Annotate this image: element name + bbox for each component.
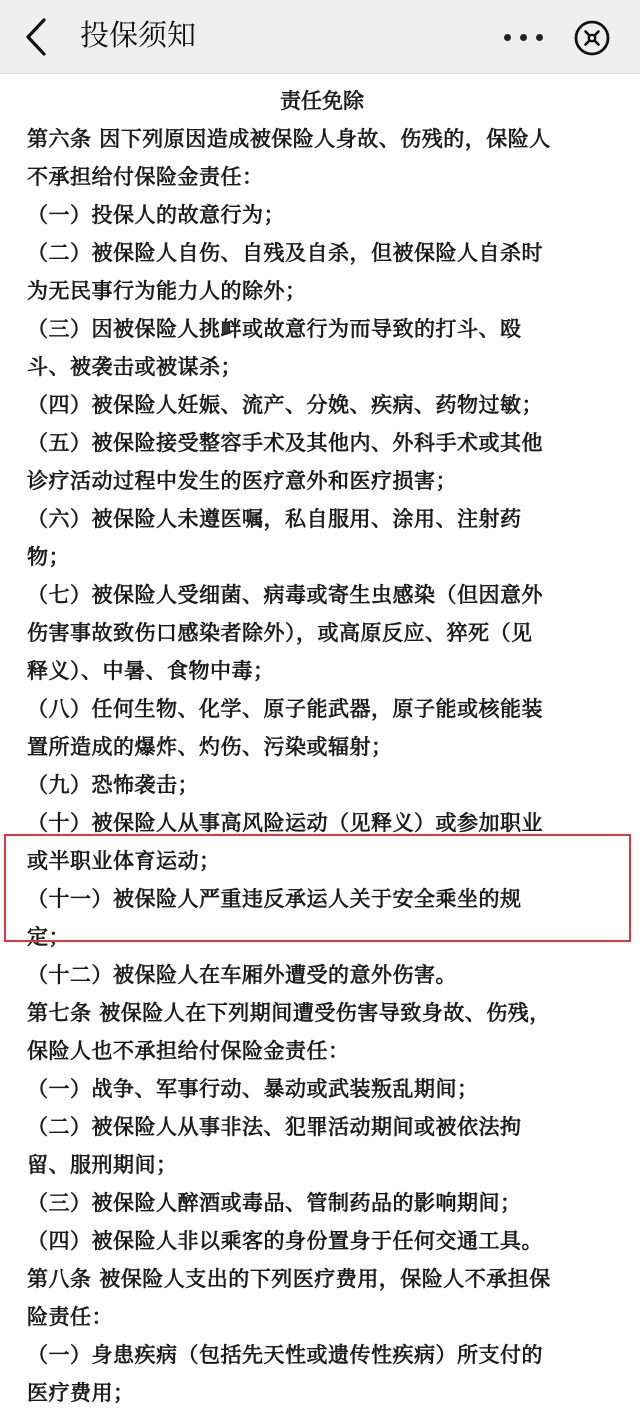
text-line: （八）任何生物、化学、原子能武器，原子能或核能装 bbox=[27, 697, 543, 721]
text-line: 为无民事行为能力人的除外； bbox=[27, 279, 307, 303]
text-line: （四）被保险人非以乘客的身份置身于任何交通工具。 bbox=[27, 1229, 543, 1253]
text-line: 释义）、中暑、食物中毒； bbox=[27, 659, 275, 683]
more-options-button[interactable] bbox=[498, 22, 550, 52]
text-line: （一）身患疾病（包括先天性或遗传性疾病）所支付的 bbox=[27, 1343, 543, 1367]
text-line: 不承担给付保险金责任： bbox=[27, 165, 264, 189]
text-line: 置所造成的爆炸、灼伤、污染或辐射； bbox=[27, 735, 393, 759]
text-line: （一）战争、军事行动、暴动或武装叛乱期间； bbox=[27, 1077, 479, 1101]
top-navigation-bar bbox=[0, 0, 640, 74]
text-line: 第八条 被保险人支出的下列医疗费用，保险人不承担保 bbox=[27, 1267, 551, 1291]
text-line: （一）投保人的故意行为； bbox=[27, 203, 285, 227]
text-line: （二）被保险人自伤、自残及自杀，但被保险人自杀时 bbox=[27, 241, 543, 265]
highlight-box bbox=[4, 834, 631, 942]
chevron-left-icon bbox=[18, 14, 58, 60]
text-line: （十一）被保险人严重违反承运人关于安全乘坐的规 bbox=[27, 887, 522, 911]
more-dot bbox=[536, 34, 543, 41]
text-line: （二）被保险人从事非法、犯罪活动期间或被依法拘 bbox=[27, 1115, 522, 1139]
text-line: 险责任： bbox=[27, 1305, 113, 1329]
text-line: 或半职业体育运动； bbox=[27, 849, 221, 873]
page-title: 投保须知 bbox=[80, 18, 197, 52]
back-button[interactable] bbox=[18, 14, 58, 60]
more-dot bbox=[520, 34, 527, 41]
document-body bbox=[27, 76, 617, 1412]
close-circle-icon bbox=[573, 19, 611, 57]
document-text bbox=[27, 120, 617, 1412]
text-line: 定； bbox=[27, 925, 70, 949]
text-line: （九）恐怖袭击； bbox=[27, 773, 199, 797]
section-title: 责任免除 bbox=[280, 89, 364, 113]
text-line: （四）被保险人妊娠、流产、分娩、疾病、药物过敏； bbox=[27, 393, 543, 417]
text-line: 诊疗活动过程中发生的医疗意外和医疗损害； bbox=[27, 469, 457, 493]
text-line: 保险人也不承担给付保险金责任： bbox=[27, 1039, 350, 1063]
text-line: （六）被保险人未遵医嘱，私自服用、涂用、注射药 bbox=[27, 507, 522, 531]
text-line: （十）被保险人从事高风险运动（见释义）或参加职业 bbox=[27, 811, 543, 835]
text-line: 第六条 因下列原因造成被保险人身故、伤残的，保险人 bbox=[27, 127, 551, 151]
text-line: （三）因被保险人挑衅或故意行为而导致的打斗、殴 bbox=[27, 317, 522, 341]
text-line: 物； bbox=[27, 545, 70, 569]
text-line: （七）被保险人受细菌、病毒或寄生虫感染（但因意外 bbox=[27, 583, 543, 607]
text-line: 第七条 被保险人在下列期间遭受伤害导致身故、伤残， bbox=[27, 1001, 551, 1025]
close-button[interactable] bbox=[573, 19, 611, 57]
more-dots-icon bbox=[504, 34, 511, 41]
text-line: 医疗费用； bbox=[27, 1381, 135, 1405]
text-line: 斗、被袭击或被谋杀； bbox=[27, 355, 242, 379]
text-line: （三）被保险人醉酒或毒品、管制药品的影响期间； bbox=[27, 1191, 522, 1215]
text-line: （十二）被保险人在车厢外遭受的意外伤害。 bbox=[27, 963, 457, 987]
text-line: （五）被保险接受整容手术及其他内、外科手术或其他 bbox=[27, 431, 543, 455]
text-line: 留、服刑期间； bbox=[27, 1153, 178, 1177]
text-line: 伤害事故致伤口感染者除外），或高原反应、猝死（见 bbox=[27, 621, 533, 645]
